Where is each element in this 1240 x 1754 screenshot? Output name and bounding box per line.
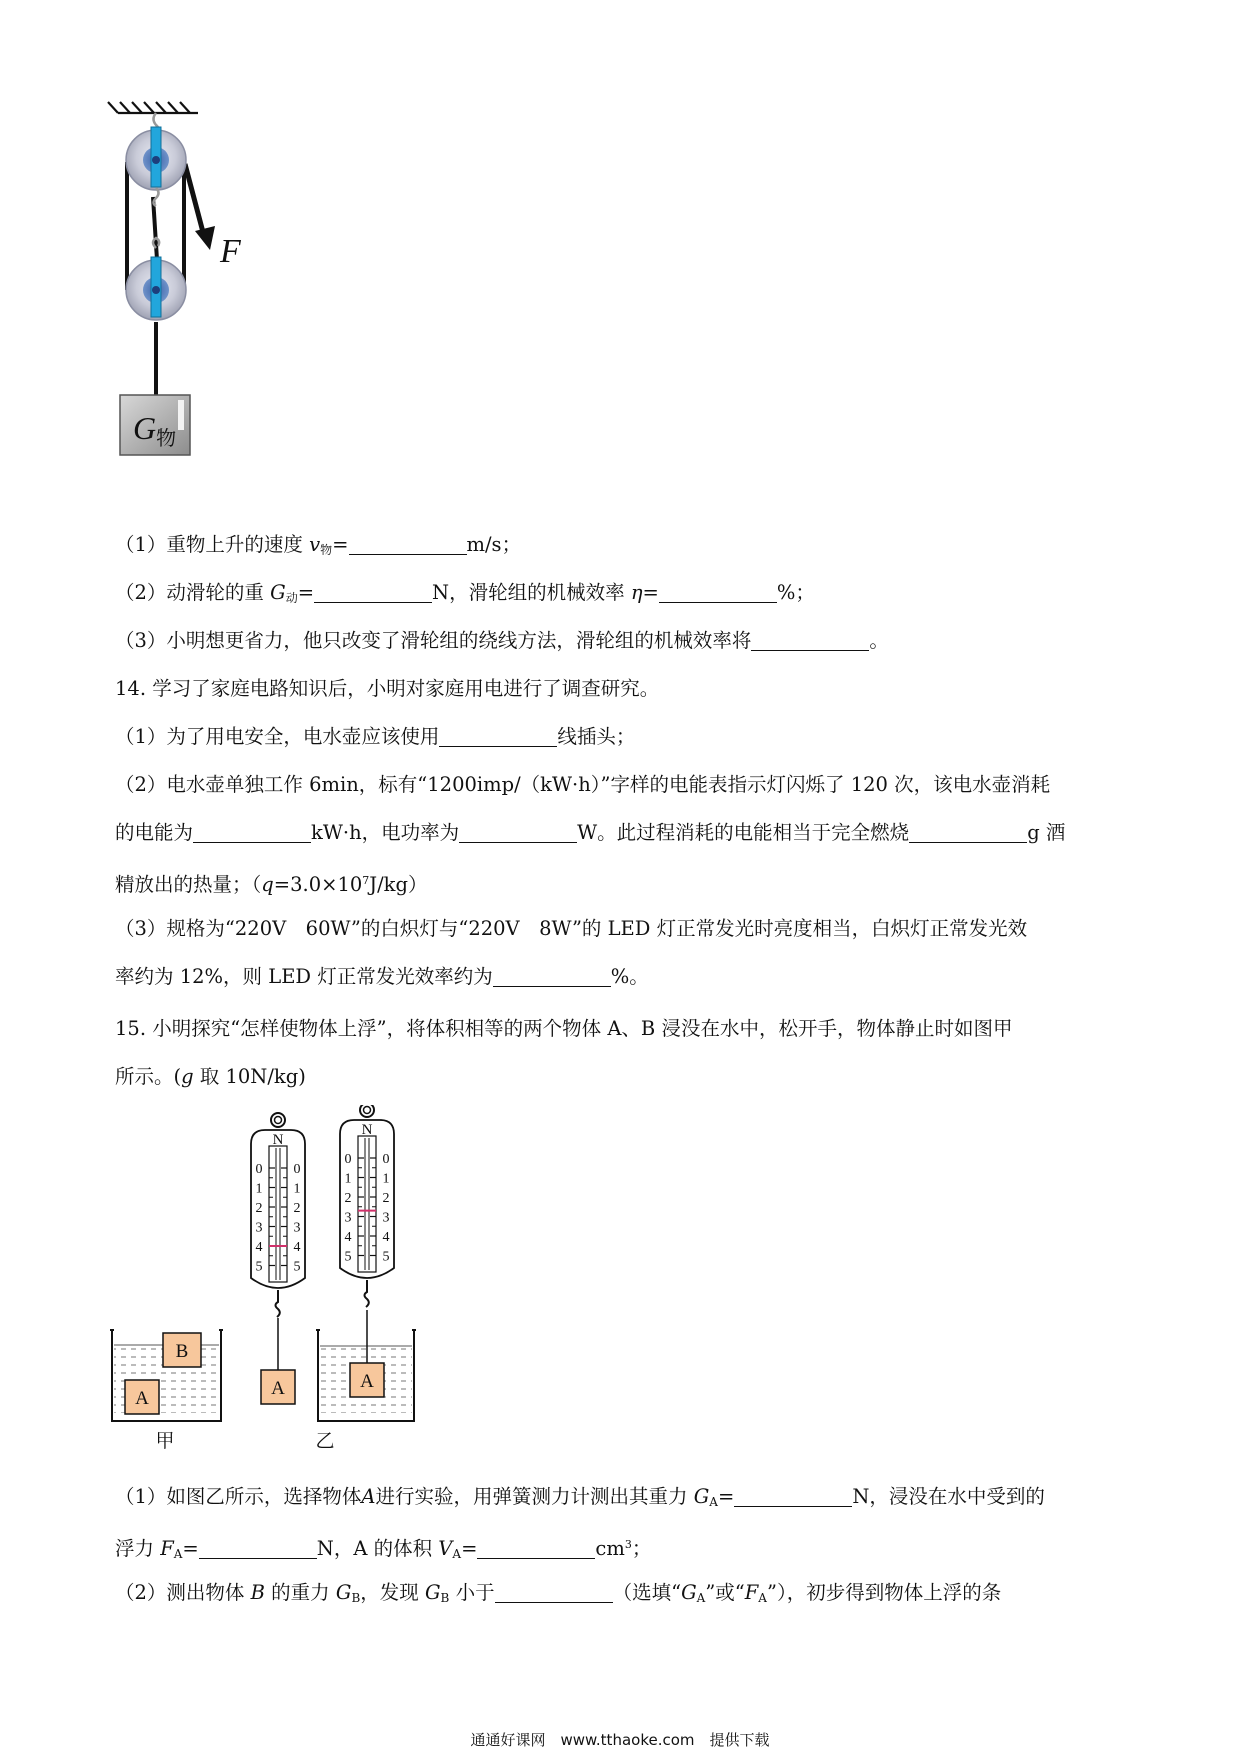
movable-pulley-icon	[126, 257, 186, 320]
q13-part-1: （1）重物上升的速度 $v_物= m/s$；	[115, 533, 522, 557]
q15-part-1-line-1: （1）如图乙所示，选择物体A进行实验，用弹簧测力计测出其重力 $G_A= N$，浸没在水中受到的	[115, 1485, 1045, 1509]
scale-unit-label: N	[272, 1132, 284, 1148]
q15-part-1-line-2: 浮力 $F_A= N$，A 的体积 $V_A= cm^3$；	[115, 1537, 652, 1561]
q14-part-1: （1）为了用电安全，电水壶应该使用 线插头；	[115, 725, 636, 748]
scale-tick-label: 2	[344, 1191, 352, 1206]
scale-tick-label: 3	[382, 1210, 390, 1226]
block-a-in-jia	[125, 1380, 159, 1414]
block-a-in-air	[261, 1318, 295, 1404]
svg-text:A: A	[135, 1388, 149, 1409]
scale-tick-label: 1	[344, 1171, 352, 1187]
scale-tick-label: 4	[255, 1240, 263, 1255]
scale-tick-label: 1	[255, 1181, 263, 1197]
svg-text:A: A	[271, 1378, 285, 1399]
scale-tick-label: 2	[255, 1201, 263, 1216]
q13-part-3: （3）小明想更省力，他只改变了滑轮组的绕线方法，滑轮组的机械效率将 。	[115, 629, 889, 652]
label-yi: 乙	[315, 1430, 335, 1452]
answer-blank[interactable]	[349, 534, 467, 555]
force-label: F	[220, 233, 241, 270]
scale-tick-label: 3	[344, 1210, 352, 1226]
scale-ring	[271, 1113, 285, 1127]
answer-blank[interactable]	[734, 1486, 852, 1507]
answer-blank[interactable]	[909, 822, 1027, 843]
q15-stem-line-2: 所示。(g 取 10N/kg)	[115, 1065, 306, 1088]
scale-hook	[365, 1280, 369, 1307]
scale-unit-label: N	[361, 1122, 373, 1138]
q14-part-3-line-1: （3）规格为“220V 60W”的白炽灯与“220V 8W”的 LED 灯正常发光时亮度相当，白炽灯正常发光效	[115, 917, 1028, 940]
svg-text:A: A	[360, 1371, 374, 1392]
spring-scale-in-air	[251, 1113, 305, 1317]
pulley-system-diagram	[100, 100, 300, 510]
scale-tick-label: 3	[293, 1220, 301, 1236]
scale-tick-label: 4	[382, 1230, 390, 1245]
scale-tick-label: 5	[382, 1249, 390, 1265]
scale-tick-label: 0	[344, 1152, 352, 1167]
force-arrow	[185, 164, 215, 250]
q14-part-3-line-2: 率约为 12%，则 LED 灯正常发光效率约为 %。	[115, 965, 649, 988]
label-jia: 甲	[155, 1430, 175, 1452]
q15-part-2: （2）测出物体 B 的重力 $G_B$，发现 $G_B$ 小于 （选填“$G_A$”或“$F_A$”），初步得到物体上浮的条	[115, 1581, 1002, 1605]
answer-blank[interactable]	[439, 726, 557, 747]
scale-hook	[276, 1290, 280, 1317]
scale-tick-label: 2	[382, 1191, 390, 1206]
q14-part-2-line-2: 的电能为 kW·h，电功率为 W。此过程消耗的电能相当于完全燃烧 g 酒	[115, 821, 1066, 844]
answer-blank[interactable]	[193, 822, 311, 843]
q14-stem: 14. 学习了家庭电路知识后，小明对家庭用电进行了调查研究。	[115, 677, 660, 700]
scale-tick-label: 1	[382, 1171, 390, 1187]
scale-tick-label: 5	[293, 1259, 301, 1275]
scale-tick-label: 1	[293, 1181, 301, 1197]
scale-tick-label: 0	[293, 1162, 301, 1177]
q13-part-2: （2）动滑轮的重 $G_动= N$，滑轮组的机械效率 η= %；	[115, 581, 815, 605]
answer-blank[interactable]	[477, 1538, 595, 1559]
answer-blank[interactable]	[459, 822, 577, 843]
answer-blank[interactable]	[751, 630, 869, 651]
scale-tick-label: 5	[344, 1249, 352, 1265]
fixed-pulley-icon	[126, 127, 186, 190]
buoyancy-experiment-figure	[110, 1105, 470, 1460]
answer-blank[interactable]	[314, 582, 432, 603]
scale-tick-label: 5	[255, 1259, 263, 1275]
q14-part-2-line-1: （2）电水壶单独工作 6min，标有“1200imp/（kW·h）”字样的电能表指示灯闪烁了 120 次，该电水壶消耗	[115, 773, 1051, 796]
spring-scale-in-water	[340, 1105, 394, 1307]
q14-part-2-line-3: 精放出的热量；$(q=3.0\times 10^7J/kg)$	[115, 873, 428, 896]
page-footer: 通通好课网 www.tthaoke.com 提供下载	[470, 1731, 770, 1749]
ceiling-support	[108, 102, 198, 113]
answer-blank[interactable]	[659, 582, 777, 603]
block-b	[163, 1333, 201, 1367]
scale-tick-label: 4	[344, 1230, 352, 1245]
scale-tick-label: 3	[255, 1220, 263, 1236]
answer-blank[interactable]	[493, 966, 611, 987]
scale-tick-label: 0	[382, 1152, 390, 1167]
q15-stem-line-1: 15. 小明探究“怎样使物体上浮”，将体积相等的两个物体 A、B 浸没在水中，松开手，物体静止时如图甲	[115, 1017, 1013, 1040]
scale-tick-label: 2	[293, 1201, 301, 1216]
scale-tick-label: 4	[293, 1240, 301, 1255]
answer-blank[interactable]	[495, 1582, 613, 1603]
svg-text:B: B	[175, 1341, 189, 1362]
scale-tick-label: 0	[255, 1162, 263, 1177]
answer-blank[interactable]	[199, 1538, 317, 1559]
weight-label: G物	[133, 410, 177, 450]
